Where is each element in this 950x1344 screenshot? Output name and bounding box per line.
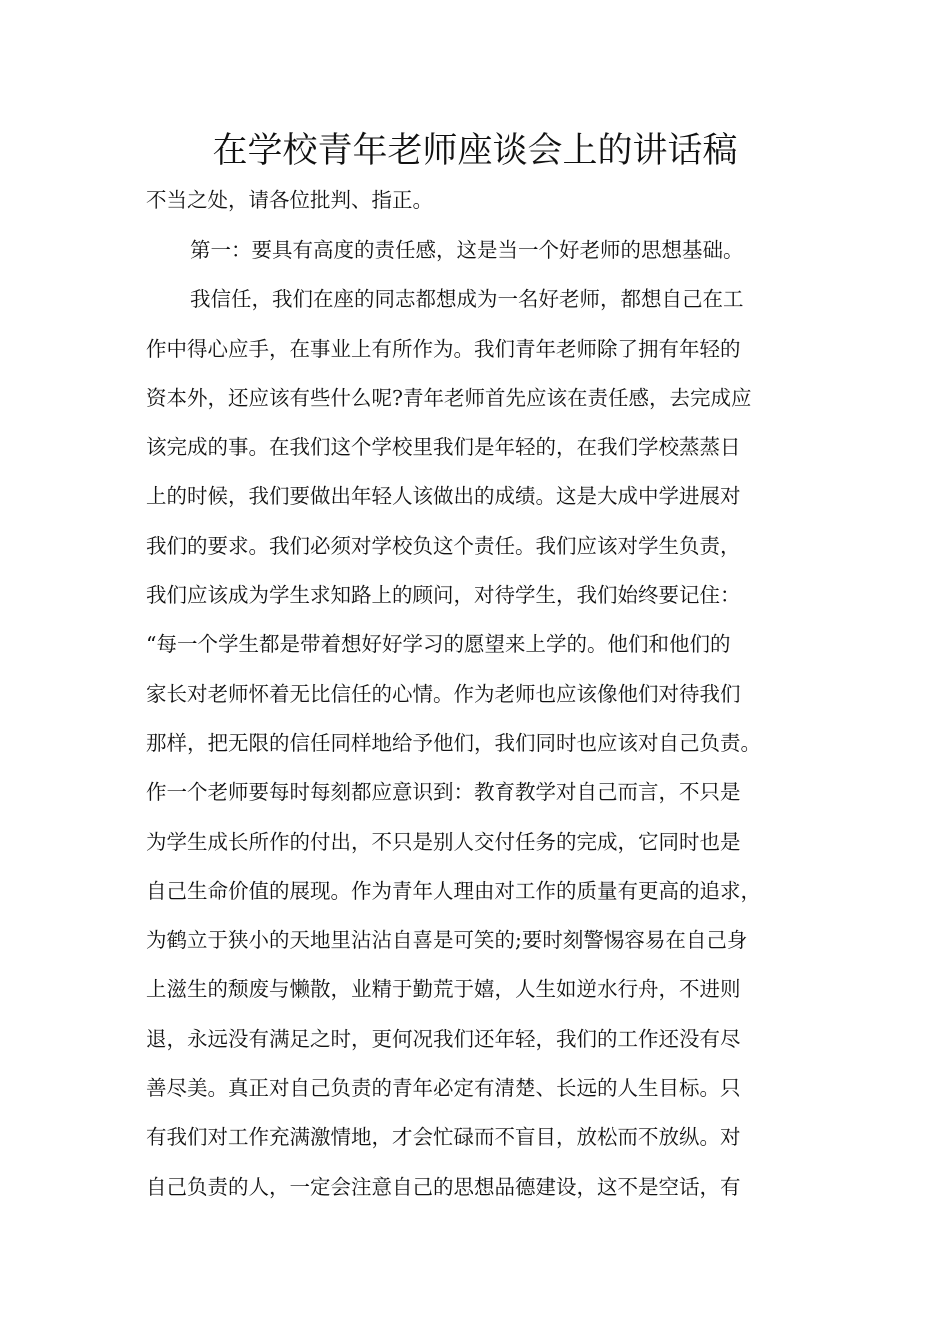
- text-line: 自己负责的人，一定会注意自己的思想品德建设，这不是空话，有: [146, 1174, 741, 1199]
- text-line: 我们应该成为学生求知路上的顾问，对待学生，我们始终要记住：: [146, 583, 741, 608]
- text-line: 作一个老师要每时每刻都应意识到：教育教学对自己而言，不只是: [146, 780, 741, 805]
- document-body: [146, 176, 812, 1212]
- text-line: 自己生命价值的展现。作为青年人理由对工作的质量有更高的追求，: [146, 878, 761, 903]
- text-line: 为鹤立于狭小的天地里沾沾自喜是可笑的;要时刻警惕容易在自己身: [146, 928, 748, 953]
- text-line: 第一：要具有高度的责任感，这是当一个好老师的思想基础。: [190, 238, 744, 262]
- text-line: 家长对老师怀着无比信任的心情。作为老师也应该像他们对待我们: [146, 681, 741, 706]
- text-line: 上滋生的颓废与懒散，业精于勤荒于嬉，人生如逆水行舟，不进则: [146, 977, 741, 1002]
- text-line: 资本外，还应该有些什么呢?青年老师首先应该在责任感，去完成应: [146, 385, 752, 410]
- text-line: “每一个学生都是带着想好好学习的愿望来上学的。他们和他们的: [146, 632, 731, 657]
- text-line: 上的时候，我们要做出年轻人该做出的成绩。这是大成中学进展对: [146, 484, 741, 509]
- text-line: 退，永远没有满足之时，更何况我们还年轻，我们的工作还没有尽: [146, 1026, 741, 1051]
- text-line: 善尽美。真正对自己负责的青年必定有清楚、长远的人生目标。只: [146, 1076, 741, 1101]
- text-line: 我们的要求。我们必须对学校负这个责任。我们应该对学生负责，: [146, 533, 741, 558]
- text-line: 不当之处，请各位批判、指正。: [146, 188, 433, 212]
- document-title: 在学校青年老师座谈会上的讲话稿: [212, 131, 738, 171]
- text-line: 为学生成长所作的付出，不只是别人交付任务的完成，它同时也是: [146, 829, 741, 854]
- text-line: 有我们对工作充满激情地，才会忙碌而不盲目，放松而不放纵。对: [146, 1125, 741, 1150]
- text-line: 那样，把无限的信任同样地给予他们，我们同时也应该对自己负责。: [146, 730, 761, 755]
- text-line: 我信任，我们在座的同志都想成为一名好老师，都想自己在工: [190, 287, 744, 312]
- text-line: 该完成的事。在我们这个学校里我们是年轻的，在我们学校蒸蒸日: [146, 435, 741, 460]
- text-line: 作中得心应手，在事业上有所作为。我们青年老师除了拥有年轻的: [146, 336, 741, 361]
